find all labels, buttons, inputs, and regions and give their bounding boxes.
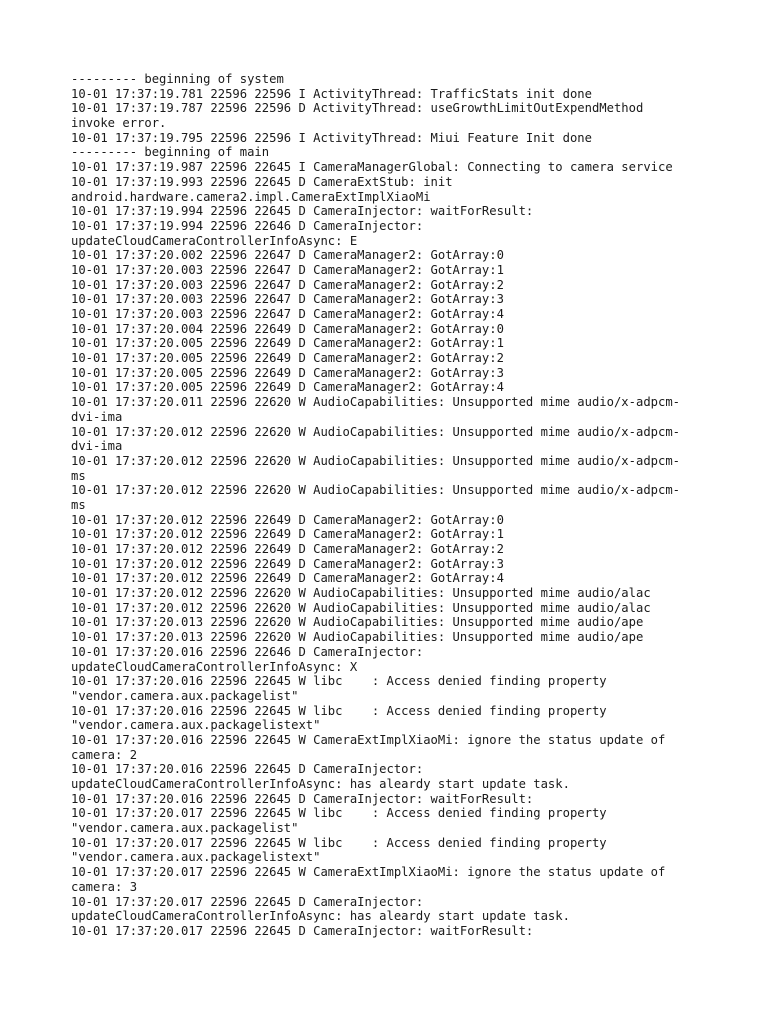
log-line: 10-01 17:37:20.005 22596 22649 D CameraManager2: GotArray:3 [71,365,504,380]
log-line: 10-01 17:37:20.016 22596 22645 W libc : Access denied finding property [71,674,607,689]
log-line: 10-01 17:37:20.012 22596 22649 D CameraManager2: GotArray:2 [71,542,504,556]
log-line: 10-01 17:37:20.016 22596 22645 W libc : Access denied finding property [71,703,607,718]
log-line: 10-01 17:37:19.994 22596 22645 D CameraInjector: waitForResult: [71,204,534,219]
log-line: 10-01 17:37:20.012 22596 22620 W AudioCapabilities: Unsupported mime audio/x-adpcm- [71,424,681,439]
log-line: 10-01 17:37:20.011 22596 22620 W AudioCapabilities: Unsupported mime audio/x-adpcm- [71,395,681,410]
log-line: updateCloudCameraControllerInfoAsync: E [71,233,358,248]
log-line: 10-01 17:37:20.017 22596 22645 W CameraExtImplXiaoMi: ignore the status update of [71,865,666,880]
log-line: 10-01 17:37:20.012 22596 22649 D CameraManager2: GotArray:3 [71,556,504,571]
log-line: 10-01 17:37:20.013 22596 22620 W AudioCapabilities: Unsupported mime audio/ape [71,630,644,645]
log-text-block [71,72,711,939]
log-line: updateCloudCameraControllerInfoAsync: has aleardy start update task. [71,777,570,791]
log-line: updateCloudCameraControllerInfoAsync: X [71,659,358,674]
log-line: 10-01 17:37:19.795 22596 22596 I ActivityThread: Miui Feature Init done [71,130,592,145]
log-line: 10-01 17:37:19.781 22596 22596 I ActivityThread: TrafficStats init done [71,86,592,101]
log-line: 10-01 17:37:20.017 22596 22645 D CameraInjector: waitForResult: [71,923,534,938]
log-line: 10-01 17:37:20.012 22596 22649 D CameraManager2: GotArray:0 [71,512,504,527]
log-line: 10-01 17:37:20.016 22596 22645 D CameraInjector: waitForResult: [71,791,534,806]
log-line: 10-01 17:37:20.012 22596 22620 W AudioCapabilities: Unsupported mime audio/alac [71,600,651,615]
log-line: 10-01 17:37:20.012 22596 22620 W AudioCapabilities: Unsupported mime audio/x-adpcm- [71,453,681,468]
log-line: --------- beginning of system [71,72,284,86]
log-line: 10-01 17:37:20.017 22596 22645 D CameraInjector: [71,894,424,909]
log-line: 10-01 17:37:20.002 22596 22647 D CameraManager2: GotArray:0 [71,248,504,263]
log-line: 10-01 17:37:19.787 22596 22596 D ActivityThread: useGrowthLimitOutExpendMethod [71,101,644,116]
log-line: dvi-ima [71,439,123,454]
log-line: camera: 3 [71,879,138,894]
log-line: 10-01 17:37:20.012 22596 22649 D CameraManager2: GotArray:4 [71,571,504,586]
log-line: 10-01 17:37:20.012 22596 22649 D CameraManager2: GotArray:1 [71,527,504,542]
log-line: 10-01 17:37:20.005 22596 22649 D CameraManager2: GotArray:1 [71,336,504,351]
log-line: 10-01 17:37:20.017 22596 22645 W libc : Access denied finding property [71,806,607,821]
log-line: 10-01 17:37:20.003 22596 22647 D CameraManager2: GotArray:3 [71,292,504,307]
log-line: 10-01 17:37:20.005 22596 22649 D CameraManager2: GotArray:4 [71,380,504,395]
log-line: invoke error. [71,116,167,131]
log-line: 10-01 17:37:20.017 22596 22645 W libc : Access denied finding property [71,835,607,850]
log-line: 10-01 17:37:20.003 22596 22647 D CameraManager2: GotArray:2 [71,277,504,292]
log-line: ms [71,468,86,483]
log-line: 10-01 17:37:20.005 22596 22649 D CameraManager2: GotArray:2 [71,351,504,366]
log-line: "vendor.camera.aux.packagelistext" [71,850,321,865]
log-line: 10-01 17:37:20.003 22596 22647 D CameraManager2: GotArray:1 [71,262,504,277]
log-line: 10-01 17:37:19.987 22596 22645 I CameraManagerGlobal: Connecting to camera service [71,160,673,175]
log-line: "vendor.camera.aux.packagelist" [71,688,299,703]
log-line: "vendor.camera.aux.packagelist" [71,821,299,836]
log-line: "vendor.camera.aux.packagelistext" [71,718,321,733]
log-line: updateCloudCameraControllerInfoAsync: has aleardy start update task. [71,909,570,924]
log-line: dvi-ima [71,409,123,424]
log-line: 10-01 17:37:20.016 22596 22645 W CameraExtImplXiaoMi: ignore the status update of [71,732,666,747]
log-line: 10-01 17:37:19.994 22596 22646 D CameraInjector: [71,218,424,233]
log-line: 10-01 17:37:20.012 22596 22620 W AudioCapabilities: Unsupported mime audio/x-adpcm- [71,483,681,498]
log-line: 10-01 17:37:20.004 22596 22649 D CameraManager2: GotArray:0 [71,321,504,336]
log-line: 10-01 17:37:20.016 22596 22645 D CameraInjector: [71,762,424,777]
log-line: camera: 2 [71,747,138,762]
log-line: 10-01 17:37:19.993 22596 22645 D CameraExtStub: init [71,174,453,189]
log-line: --------- beginning of main [71,145,270,160]
log-line: 10-01 17:37:20.016 22596 22646 D CameraInjector: [71,644,424,659]
log-line: android.hardware.camera2.impl.CameraExtImplXiaoMi [71,189,431,204]
log-line: 10-01 17:37:20.013 22596 22620 W AudioCapabilities: Unsupported mime audio/ape [71,615,644,630]
log-line: 10-01 17:37:20.003 22596 22647 D CameraManager2: GotArray:4 [71,307,504,321]
log-line: 10-01 17:37:20.012 22596 22620 W AudioCapabilities: Unsupported mime audio/alac [71,586,651,601]
log-line: ms [71,497,86,512]
